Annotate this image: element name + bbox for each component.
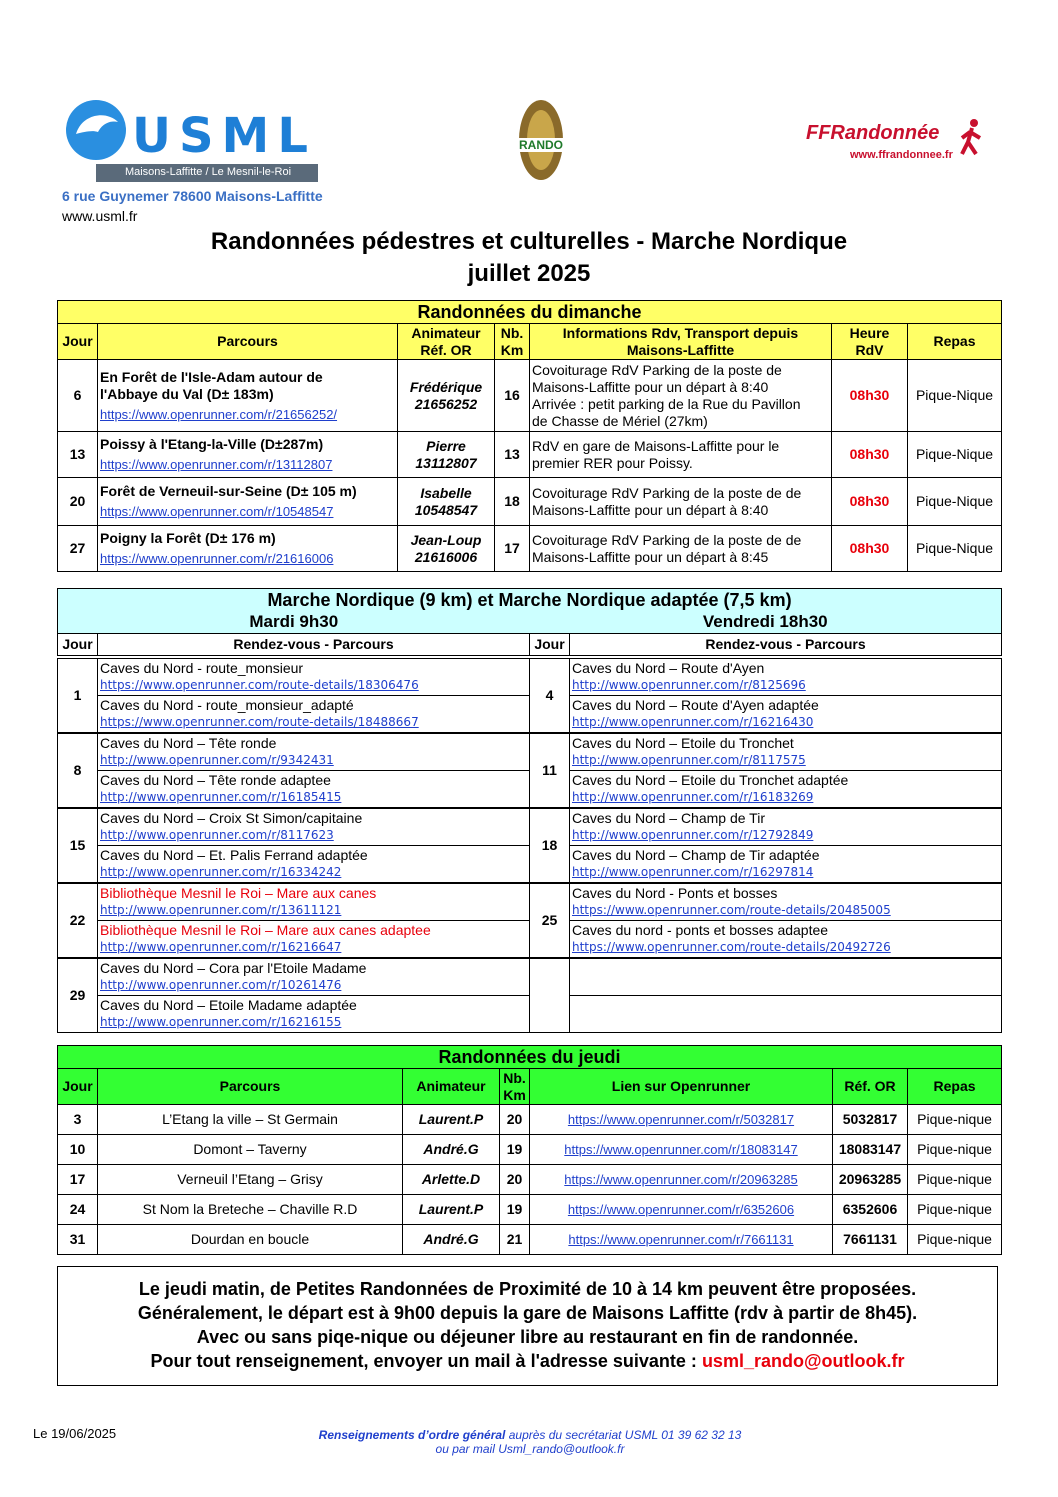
rdv-name: Caves du Nord – Etoile du Tronchet <box>572 735 794 751</box>
repas-cell: Pique-Nique <box>908 478 1002 526</box>
footer-info-rest: auprès du secrétariat USML 01 39 62 32 13 <box>505 1428 742 1442</box>
header-jour-vendredi: Jour <box>530 633 570 655</box>
parcours-cell: L’Etang la ville – St Germain <box>98 1105 403 1135</box>
mardi-label: Mardi 9h30 <box>58 611 530 633</box>
info-cell: RdV en gare de Maisons-Laffitte pour le premier RER pour Poissy. <box>530 432 832 478</box>
parcours-name: En Forêt de l'Isle-Adam autour de <box>100 368 323 385</box>
rdv-name: Caves du Nord – Cora par l'Etoile Madame <box>100 960 367 976</box>
km-cell: 21 <box>500 1225 530 1255</box>
rdv-name: Caves du Nord – Tête ronde adaptee <box>100 772 331 788</box>
parcours-name: Forêt de Verneuil-sur-Seine (D± 105 m) <box>100 483 357 499</box>
openrunner-link[interactable]: https://www.openrunner.com/r/6352606 <box>567 1202 795 1217</box>
repas-cell: Pique-Nique <box>908 360 1002 432</box>
rdv-cell <box>570 696 1002 733</box>
animateur-cell: Laurent.P <box>403 1105 500 1135</box>
openrunner-link[interactable]: https://www.openrunner.com/r/7661131 <box>568 1232 794 1247</box>
rdv-link[interactable]: http://www.openrunner.com/r/16297814 <box>572 865 814 879</box>
repas-cell: Pique-nique <box>908 1195 1002 1225</box>
ffr-url: www.ffrandonnee.fr <box>850 149 953 161</box>
jour-cell: 10 <box>58 1135 98 1165</box>
km-cell: 16 <box>495 360 530 432</box>
lien-cell <box>530 1225 833 1255</box>
jour-cell: 31 <box>58 1225 98 1255</box>
table-row <box>58 1195 1002 1225</box>
rdv-link[interactable]: http://www.openrunner.com/r/8125696 <box>572 678 806 692</box>
rdv-link[interactable]: http://www.openrunner.com/r/16216155 <box>100 1015 342 1029</box>
rdv-name: Caves du Nord – Champ de Tir <box>572 810 765 826</box>
lien-cell <box>530 1195 833 1225</box>
walker-icon <box>958 118 986 158</box>
logo-subtitle: Maisons-Laffitte / Le Mesnil-le-Roi <box>124 166 292 178</box>
parcours-cell: Domont – Taverny <box>98 1135 403 1165</box>
rdv-link[interactable]: http://www.openrunner.com/r/9342431 <box>100 753 334 767</box>
animateur-cell: Jean-Loup 21616006 <box>398 526 495 572</box>
table-row <box>58 1225 1002 1255</box>
header-jour: Jour <box>58 1069 98 1105</box>
vendredi-label: Vendredi 18h30 <box>530 611 1002 633</box>
note-line-2: Généralement, le départ est à 9h00 depuis la gare de Maisons Laffitte (rdv à partir de 8h45). <box>137 1303 918 1323</box>
openrunner-link[interactable]: https://www.openrunner.com/r/20963285 <box>564 1172 798 1187</box>
parcours-link[interactable]: https://www.openrunner.com/r/13112807 <box>100 457 333 472</box>
rdv-name: Bibliothèque Mesnil le Roi – Mare aux canes <box>100 885 377 901</box>
rando-logo <box>516 98 566 182</box>
jour-cell: 27 <box>58 526 98 572</box>
page-subtitle: juillet 2025 <box>467 260 591 287</box>
animateur-cell: André.G <box>403 1135 500 1165</box>
ffr-logo <box>806 122 986 172</box>
rdv-cell <box>570 846 1002 883</box>
note-line-4: Pour tout renseignement, envoyer un mail à l'adresse suivante : usml_rando@outlook.fr <box>150 1351 905 1371</box>
parcours-cell <box>98 526 398 572</box>
repas-cell: Pique-nique <box>908 1165 1002 1195</box>
table-row <box>58 1135 1002 1165</box>
rdv-cell <box>570 734 1002 771</box>
website[interactable]: www.usml.fr <box>62 208 138 224</box>
rdv-name: Caves du Nord – Route d'Ayen adaptée <box>572 697 819 713</box>
info-cell: Covoiturage RdV Parking de la poste de Maisons-Laffitte pour un départ à 8:40 Arrivée : petit parking de la Rue du Pavillon de Chasse de Mériel (27km) <box>530 360 832 432</box>
header-infos: Informations Rdv, Transport depuis Maisons-Laffitte <box>530 324 832 360</box>
jour-cell: 29 <box>58 959 98 1033</box>
jour-cell: 18 <box>530 809 570 883</box>
animateur-cell: Frédérique 21656252 <box>398 360 495 432</box>
km-cell: 17 <box>495 526 530 572</box>
jour-cell: 3 <box>58 1105 98 1135</box>
nordique-title: Marche Nordique (9 km) et Marche Nordique adaptée (7,5 km) <box>58 589 1002 612</box>
animateur-cell: André.G <box>403 1225 500 1255</box>
nordique-week-row <box>57 658 1002 733</box>
ref-cell: 6352606 <box>833 1195 908 1225</box>
rdv-link[interactable]: http://www.openrunner.com/r/16183269 <box>572 790 814 804</box>
info-cell: Covoiturage RdV Parking de la poste de de Maisons-Laffitte pour un départ à 8:40 <box>530 478 832 526</box>
heure-cell: 08h30 <box>832 478 908 526</box>
nordique-week-row <box>57 808 1002 883</box>
parcours-name: Poigny la Forêt (D± 176 m) <box>100 530 276 546</box>
dimanche-table <box>57 300 1002 572</box>
ref-cell: 7661131 <box>833 1225 908 1255</box>
lien-cell <box>530 1165 833 1195</box>
info-cell: Covoiturage RdV Parking de la poste de de Maisons-Laffitte pour un départ à 8:45 <box>530 526 832 572</box>
rdv-name: Caves du Nord – Etoile du Tronchet adaptée <box>572 772 849 788</box>
table-row <box>58 526 1002 572</box>
repas-cell: Pique-Nique <box>908 526 1002 572</box>
rdv-cell <box>98 809 530 846</box>
rdv-link[interactable]: http://www.openrunner.com/r/16216647 <box>100 940 342 954</box>
header-rdv-mardi: Rendez-vous - Parcours <box>98 633 530 655</box>
header-repas: Repas <box>908 324 1002 360</box>
animateur-cell: Isabelle 10548547 <box>398 478 495 526</box>
parcours-cell: Verneuil l’Etang – Grisy <box>98 1165 403 1195</box>
footer-info-line2: ou par mail Usml_rando@outlook.fr <box>435 1442 625 1456</box>
jour-cell: 24 <box>58 1195 98 1225</box>
header-parcours: Parcours <box>98 324 398 360</box>
rdv-link[interactable]: https://www.openrunner.com/route-details/20485005 <box>572 903 891 917</box>
parcours-cell <box>98 432 398 478</box>
table-row <box>58 478 1002 526</box>
jour-cell: 20 <box>58 478 98 526</box>
header-jour: Jour <box>58 324 98 360</box>
header-lien: Lien sur Openrunner <box>530 1069 833 1105</box>
rdv-link[interactable]: http://www.openrunner.com/r/8117623 <box>100 828 334 842</box>
rdv-link[interactable]: https://www.openrunner.com/route-details/18306476 <box>100 678 419 692</box>
km-cell: 19 <box>500 1135 530 1165</box>
footer-info-bold: Renseignements d’ordre général <box>318 1428 506 1442</box>
km-cell: 19 <box>500 1195 530 1225</box>
jour-cell: 11 <box>530 734 570 808</box>
rdv-name: Caves du Nord - Ponts et bosses <box>572 885 778 901</box>
header-repas: Repas <box>908 1069 1002 1105</box>
address: 6 rue Guynemer 78600 Maisons-Laffitte <box>62 188 323 204</box>
parcours-name: Poissy à l'Etang-la-Ville (D±287m) <box>100 436 324 452</box>
lien-cell <box>530 1135 833 1165</box>
parcours-link[interactable]: https://www.openrunner.com/r/21656252/ <box>100 406 338 422</box>
rdv-name: Caves du Nord – Tête ronde <box>100 735 277 751</box>
rdv-cell <box>98 659 530 696</box>
animateur-cell: Arlette.D <box>403 1165 500 1195</box>
rdv-cell <box>570 659 1002 696</box>
km-cell: 18 <box>495 478 530 526</box>
logo-text: USML <box>132 108 316 164</box>
header-ref: Réf. OR <box>833 1069 908 1105</box>
rdv-link[interactable]: http://www.openrunner.com/r/16216430 <box>572 715 814 729</box>
jour-cell: 6 <box>58 360 98 432</box>
rdv-cell <box>570 771 1002 808</box>
rdv-name: Caves du Nord – Etoile Madame adaptée <box>100 997 357 1013</box>
animateur-cell: Pierre 13112807 <box>398 432 495 478</box>
jour-cell: 1 <box>58 659 98 733</box>
jour-cell <box>530 959 570 1033</box>
table-row <box>58 1165 1002 1195</box>
usml-logo <box>62 100 322 184</box>
rdv-cell <box>98 696 530 733</box>
lien-cell <box>530 1105 833 1135</box>
jeudi-title: Randonnées du jeudi <box>58 1046 1002 1069</box>
rdv-cell <box>98 996 530 1033</box>
jeudi-table <box>57 1045 1002 1255</box>
openrunner-link[interactable]: https://www.openrunner.com/r/5032817 <box>567 1112 795 1127</box>
parcours-link[interactable]: https://www.openrunner.com/r/21616006 <box>100 551 334 566</box>
rdv-link[interactable]: http://www.openrunner.com/r/16334242 <box>100 865 342 879</box>
rdv-link[interactable]: http://www.openrunner.com/r/10261476 <box>100 978 342 992</box>
ref-cell: 5032817 <box>833 1105 908 1135</box>
animateur-cell: Laurent.P <box>403 1195 500 1225</box>
nordique-week-row <box>57 958 1002 1033</box>
ref-cell: 20963285 <box>833 1165 908 1195</box>
note-box <box>57 1266 998 1386</box>
footer-info <box>290 1428 770 1456</box>
rdv-name: Caves du Nord – Champ de Tir adaptée <box>572 847 820 863</box>
repas-cell: Pique-nique <box>908 1135 1002 1165</box>
rdv-name: Bibliothèque Mesnil le Roi – Mare aux canes adaptee <box>100 922 431 938</box>
header-parcours: Parcours <box>98 1069 403 1105</box>
rdv-cell <box>98 959 530 996</box>
nordique-week-row <box>57 733 1002 808</box>
jour-cell: 17 <box>58 1165 98 1195</box>
rdv-link[interactable]: http://www.openrunner.com/r/12792849 <box>572 828 814 842</box>
rdv-cell <box>98 771 530 808</box>
page-title: Randonnées pédestres et culturelles - Marche Nordique <box>210 228 848 255</box>
parcours-name-2: l'Abbaye du Val (D± 183m) <box>100 385 274 402</box>
parcours-cell: Dourdan en boucle <box>98 1225 403 1255</box>
header-animateur: Animateur <box>403 1069 500 1105</box>
rdv-cell <box>570 921 1002 958</box>
rdv-cell <box>570 809 1002 846</box>
contact-email[interactable]: usml_rando@outlook.fr <box>701 1351 905 1371</box>
header-animateur: Animateur Réf. OR <box>398 324 495 360</box>
rdv-name: Caves du Nord - route_monsieur <box>100 660 304 676</box>
rdv-name: Caves du Nord - route_monsieur_adapté <box>100 697 354 713</box>
footer-date: Le 19/06/2025 <box>33 1426 117 1441</box>
rdv-link[interactable]: http://www.openrunner.com/r/13611121 <box>100 903 342 917</box>
rdv-cell <box>570 996 1002 1033</box>
jour-cell: 22 <box>58 884 98 958</box>
parcours-cell <box>98 360 398 432</box>
km-cell: 20 <box>500 1165 530 1195</box>
openrunner-link[interactable]: https://www.openrunner.com/r/18083147 <box>564 1142 798 1157</box>
rdv-cell <box>98 734 530 771</box>
repas-cell: Pique-nique <box>908 1225 1002 1255</box>
heure-cell: 08h30 <box>832 526 908 572</box>
rdv-link[interactable]: https://www.openrunner.com/route-details/20492726 <box>572 940 891 954</box>
jour-cell: 25 <box>530 884 570 958</box>
jour-cell: 15 <box>58 809 98 883</box>
rdv-link[interactable]: http://www.openrunner.com/r/16185415 <box>100 790 342 804</box>
rdv-cell <box>570 884 1002 921</box>
km-cell: 20 <box>500 1105 530 1135</box>
parcours-cell: St Nom la Breteche – Chaville R.D <box>98 1195 403 1225</box>
header-heure: Heure RdV <box>832 324 908 360</box>
rdv-name: Caves du nord - ponts et bosses adaptee <box>572 922 829 938</box>
note-line-3: Avec ou sans piqe-nique ou déjeuner libre au restaurant en fin de randonnée. <box>196 1327 859 1347</box>
rdv-cell <box>98 884 530 921</box>
table-row <box>58 360 1002 432</box>
note-line-1: Le jeudi matin, de Petites Randonnées de Proximité de 10 à 14 km peuvent être proposées. <box>138 1279 917 1299</box>
rdv-name: Caves du Nord – Route d'Ayen <box>572 660 765 676</box>
header-rdv-vendredi: Rendez-vous - Parcours <box>570 633 1002 655</box>
repas-cell: Pique-Nique <box>908 432 1002 478</box>
header-km: Nb. Km <box>495 324 530 360</box>
jour-cell: 4 <box>530 659 570 733</box>
rdv-cell <box>98 921 530 958</box>
nordique-week-row <box>57 883 1002 958</box>
parcours-cell <box>98 478 398 526</box>
parcours-link[interactable]: https://www.openrunner.com/r/10548547 <box>100 504 334 519</box>
ref-cell: 18083147 <box>833 1135 908 1165</box>
nordique-table <box>57 588 1002 656</box>
rdv-cell <box>570 959 1002 996</box>
rdv-link[interactable]: http://www.openrunner.com/r/8117575 <box>572 753 806 767</box>
table-row <box>58 1105 1002 1135</box>
ffr-text: FFRandonnée <box>806 122 940 144</box>
rando-text: RANDO <box>514 138 568 152</box>
jour-cell: 8 <box>58 734 98 808</box>
rdv-name: Caves du Nord – Et. Palis Ferrand adaptée <box>100 847 368 863</box>
km-cell: 13 <box>495 432 530 478</box>
jour-cell: 13 <box>58 432 98 478</box>
repas-cell: Pique-nique <box>908 1105 1002 1135</box>
heure-cell: 08h30 <box>832 360 908 432</box>
heure-cell: 08h30 <box>832 432 908 478</box>
dimanche-title: Randonnées du dimanche <box>58 301 1002 324</box>
table-row <box>58 432 1002 478</box>
rdv-cell <box>98 846 530 883</box>
rdv-name: Caves du Nord – Croix St Simon/capitaine <box>100 810 363 826</box>
header-jour-mardi: Jour <box>58 633 98 655</box>
rdv-link[interactable]: https://www.openrunner.com/route-details/18488667 <box>100 715 419 729</box>
header-km: Nb. Km <box>500 1069 530 1105</box>
